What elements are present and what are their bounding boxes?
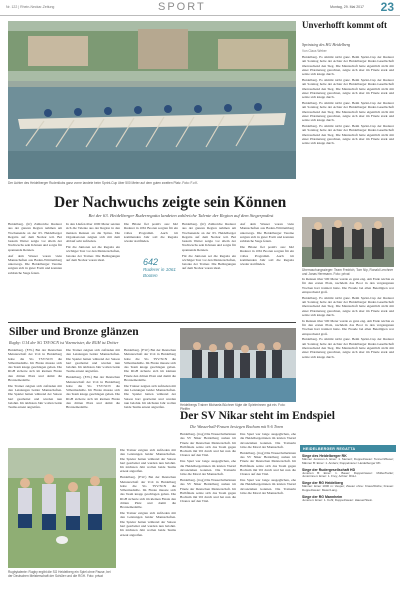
- rugby-headline: Silber und Bronze glänzen: [9, 326, 139, 338]
- results-title: HEIDELBERGER REGATTA: [300, 445, 396, 452]
- main-paragraph: In den Läufen über 1000 Meter setzten sich die Talente aus der Region in den meisten Rennen an die Spitze. Die Organisatoren zeigten sich mit dem Ablauf sehr zufrieden.: [66, 222, 120, 244]
- main-paragraph: Für die Junioren sei die Regatta ein wichtiger Test vor den Meisterschaften, betonte der Trainer. Die Bedingungen auf dem Neckar waren ideal.: [66, 244, 120, 262]
- rugby-column-4: [120, 448, 176, 594]
- waterpolo-paragraph: Das Spiel war lange ausgeglichen, ehe die Heidelbergerinnen im letzten Viertel davonziehen konnten. Die Trainerin lobte die Moral der Mannschaft.: [240, 477, 296, 495]
- side-paragraph: Heidelberg. Es stimmt nicht ganz. Beim Sprint-Cup der Ruderer am Sonntag holte der Achter der Heidelberger Ruder-Gesellschaft überraschend den Sieg. Die Mannschaft hatte eigentlich nicht mit einer Platzierung gerechnet, zeigte sich aber im Finale stark und setzte sich knapp durch.: [302, 337, 394, 359]
- rugby-paragraph: Die Trainer zeigten sich zufrieden mit den Leistungen beider Mannschaften. Die Spieler hatten während der Saison hart gearbeitet und wurden nun belohnt. Im nächsten Jahr wollen beide Teams erneut angreifen.: [8, 383, 62, 410]
- pull-quote-number: 642: [143, 257, 159, 267]
- results-list: Männer Junioren A: Einer: 1. Steinert; Doppelzweier: Tenner/Wieser; Männer B: Einer: 1. Anders; Doppelvierer: Heidelberger RK.: [302, 457, 394, 465]
- rugby-subline: Rugby: U14 der SG TSV/SCN ist Vizemeister, die RGH ist Dritter: [9, 340, 119, 345]
- main-paragraph: Auf dem Wasser waren viele Mannschaften aus Baden-Württemberg unterwegs. Die Heidelberger Vereine zeigten sich in guter Form und konnten zahlreiche Siege feiern.: [240, 222, 294, 244]
- results-list: Männer: Einer 1000 m: Vesper; Zweier ohne: Kraus/Rothe; Frauen: Doppelzweier: Meier/Lang.: [302, 484, 394, 492]
- waterpolo-headline: Der SV Nikar steht im Endspiel: [180, 410, 335, 422]
- main-column-1: [8, 222, 62, 318]
- main-paragraph: Die Bilanz fiel positiv aus: 642 Ruderer in 1061 Booten sorgten für ein volles Programm. Auch im kommenden Jahr soll die Regatta wieder stattfinden.: [240, 244, 294, 267]
- main-paragraph: Auf dem Wasser waren viele Mannschaften aus Baden-Württemberg unterwegs. Die Heidelberger Vereine zeigten sich in guter Form und konnten zahlreiche Siege feiern.: [8, 253, 62, 275]
- main-paragraph: Heidelberg. (hJ) Zahlreiche Ruderer aus der ganzen Region nahmen am Wochenende an der 63. Heidelberger Regatta auf dem Neckar teil. Bei bestem Wetter zeigte vor allem der Nachwuchs sein Können und sorgte für spannende Rennen.: [8, 222, 62, 252]
- waterpolo-paragraph: Heidelberg. (trog) Die Wasserballerinnen des SV Nikar Heidelberg stehen im Finale der Deutschen Meisterschaft. Im Halbfinale setzte sich das Team gegen Bochum mit 9:6 durch und hat nun die Chance auf den Titel.: [240, 450, 296, 477]
- main-column-5: [240, 222, 294, 318]
- rugby-paragraph: Die Trainer zeigten sich zufrieden mit den Leistungen beider Mannschaften. Die Spieler hatten während der Saison hart gearbeitet und wurden nun belohnt. Im nächsten Jahr wollen beide Teams erneut angreifen.: [66, 348, 120, 374]
- pull-quote-text: Ruderer in 1061 Booten: [143, 267, 176, 278]
- main-paragraph: Für die Junioren sei die Regatta ein wichtiger Test vor den Meisterschaften, betonte der Trainer. Die Bedingungen auf dem Neckar waren ideal.: [182, 253, 236, 271]
- main-paragraph: Die Bilanz fiel positiv aus: 642 Ruderer in 1061 Booten sorgten für ein volles Programm. Auch im kommenden Jahr soll die Regatta wieder stattfinden.: [124, 222, 178, 244]
- side-headline: Unverhofft kommt oft: [302, 20, 387, 30]
- side-paragraph: Heidelberg. Es stimmt nicht ganz. Beim Sprint-Cup der Ruderer am Sonntag holte der Achter der Heidelberger Ruder-Gesellschaft überraschend den Sieg. Die Mannschaft hatte eigentlich nicht mit einer Platzierung gerechnet, zeigte sich aber im Finale stark und setzte sich knapp durch.: [302, 55, 394, 77]
- waterpolo-photo: [180, 328, 296, 402]
- rugby-paragraph: Die Trainer zeigten sich zufrieden mit den Leistungen beider Mannschaften. Die Spieler hatten während der Saison hart gearbeitet und wurden nun belohnt. Im nächsten Jahr wollen beide Teams erneut angreifen.: [120, 448, 176, 474]
- pull-quote: [143, 258, 177, 278]
- side-paragraph: In Rennen über 500 Meter wurde es ganz eng. Am Ende reichte es für den ersten Platz, nachdem das Boot in den vergangenen Wochen hart trainiert hatte. Die Freude bei allen Beteiligten war entsprechend groß.: [302, 318, 394, 336]
- side-paragraph: Heidelberg. Es stimmt nicht ganz. Beim Sprint-Cup der Ruderer am Sonntag holte der Achter der Heidelberger Ruder-Gesellschaft überraschend den Sieg. Die Mannschaft hatte eigentlich nicht mit einer Platzierung gerechnet, zeigte sich aber im Finale stark und setzte sich knapp durch.: [302, 100, 394, 123]
- page-number: 23: [380, 0, 394, 14]
- side-paragraph: Heidelberg. Es stimmt nicht ganz. Beim Sprint-Cup der Ruderer am Sonntag holte der Achter der Heidelberger Ruder-Gesellschaft überraschend den Sieg. Die Mannschaft hatte eigentlich nicht mit einer Platzierung gerechnet, zeigte sich aber im Finale stark und setzte sich knapp durch.: [302, 77, 394, 100]
- main-subline: Bei der 63. Heidelberger Ruderregatta landeten zahlreiche Talente der Region auf dem Siegerpodest: [88, 213, 274, 218]
- regatta-results-box: [300, 445, 396, 595]
- side-author: Von Claus Weber: [302, 49, 327, 53]
- results-category: Siege des Heidelberger RK: [302, 454, 347, 458]
- rugby-paragraph: Heidelberg. (F.W.) Bei der Deutschen Meisterschaft der U14 in Heidelberg holte die SG TSV/SCN die Silbermedaille. Im Finale musste sich das Team knapp geschlagen geben. Die RGH sicherte sich im kleinen Finale den dritten Platz und damit die Bronzemedaille.: [124, 348, 176, 383]
- results-category: Siege der RG Heidelberg: [302, 481, 344, 486]
- rugby-paragraph: Heidelberg. (F.W.) Bei der Deutschen Meisterschaft der U14 in Heidelberg holte die SG TSV/SCN die Silbermedaille. Im Finale musste sich das Team knapp geschlagen geben. Die RGH sicherte sich im kleinen Finale den dritten Platz und damit die Bronzemedaille.: [66, 375, 120, 410]
- rugby-column-3: [124, 348, 176, 444]
- side-paragraph: In Rennen über 500 Meter wurde es ganz eng. Am Ende reichte es für den ersten Platz, nachdem das Boot in den vergangenen Wochen hart trainiert hatte. Die Freude bei allen Beteiligten war entsprechend groß.: [302, 277, 394, 294]
- waterpolo-subline: Die Wasserball-Frauen besiegen Bochum mit 9:6 Toren: [190, 424, 284, 429]
- results-list: Junioren: Einer: 1. Kohl; Doppelzweier: Hauser/Stein.: [302, 497, 373, 502]
- waterpolo-paragraph: Heidelberg. (trog) Die Wasserballerinnen des SV Nikar Heidelberg stehen im Finale der Deutschen Meisterschaft. Im Halbfinale setzte sich das Team gegen Bochum mit 9:6 durch und hat nun die Chance auf den Titel.: [180, 477, 236, 504]
- newspaper-issue: Nr. 122 | Rhein-Neckar-Zeitung: [6, 5, 55, 9]
- rugby-paragraph: Heidelberg. (F.W.) Bei der Deutschen Meisterschaft der U14 in Heidelberg holte die SG TSV/SCN die Silbermedaille. Im Finale musste sich das Team knapp geschlagen geben. Die RGH sicherte sich im kleinen Finale den dritten Platz und damit die Bronzemedaille.: [8, 348, 62, 383]
- rowing-photo: [8, 21, 296, 179]
- section-divider: [8, 322, 296, 323]
- side-photo-caption: Überraschungssieger: Team Fredrich, Tom Nip, Ronald Lerchner und Jonas Herrmann. Foto: privat: [302, 268, 394, 276]
- waterpolo-paragraph: Das Spiel war lange ausgeglichen, ehe die Heidelbergerinnen im letzten Viertel davonziehen konnten. Die Trainerin lobte die Moral der Mannschaft.: [180, 459, 236, 477]
- side-subline: Sprintsieg des HG Heidelberg: [302, 42, 351, 47]
- page-date: Montag, 29. Mai 2017: [330, 5, 364, 9]
- results-category: Siege der Rudergesellschaft HD: [302, 467, 356, 472]
- waterpolo-column-2: [240, 432, 296, 594]
- waterpolo-photo-caption: Heidelbergs Trainer Michaela Büchner fügte die Spielerinnen gut ein. Foto: Pfeiffer: [180, 403, 286, 411]
- results-list: Junioren B: Einer: 1. Bauer; Doppelzweier: Müller/Keller; Juniorinnen: Einer: 1. Frey; Achter: RGH.: [302, 470, 394, 479]
- side-paragraph: Heidelberg. Es stimmt nicht ganz. Beim Sprint-Cup der Ruderer am Sonntag holte der Achter der Heidelberger Ruder-Gesellschaft überraschend den Sieg. Die Mannschaft hatte eigentlich nicht mit einer Platzierung gerechnet, zeigte sich aber im Finale stark und setzte sich knapp durch.: [302, 123, 394, 146]
- main-paragraph: Heidelberg. (hJ) Zahlreiche Ruderer aus der ganzen Region nahmen am Wochenende an der 63. Heidelberger Regatta auf dem Neckar teil. Bei bestem Wetter zeigte vor allem der Nachwuchs sein Können und sorgte für spannende Rennen.: [182, 222, 236, 252]
- waterpolo-paragraph: Das Spiel war lange ausgeglichen, ehe die Heidelbergerinnen im letzten Viertel davonziehen konnten. Die Trainerin lobte die Moral der Mannschaft.: [240, 432, 296, 449]
- rugby-column-2: [66, 348, 120, 444]
- main-column-3: [124, 222, 178, 256]
- rugby-paragraph: Heidelberg. (F.W.) Bei der Deutschen Meisterschaft der U14 in Heidelberg holte die SG TSV/SCN die Silbermedaille. Im Finale musste sich das Team knapp geschlagen geben. Die RGH sicherte sich im kleinen Finale den dritten Platz und damit die Bronzemedaille.: [120, 475, 176, 510]
- results-category: Siege der RG Mannheim: [302, 494, 343, 499]
- rugby-paragraph: Die Trainer zeigten sich zufrieden mit den Leistungen beider Mannschaften. Die Spieler hatten während der Saison hart gearbeitet und wurden nun belohnt. Im nächsten Jahr wollen beide Teams erneut angreifen.: [124, 383, 176, 410]
- rowing-photo-caption: Der Achter des Heidelberger Ruderklubs ganz vorne landete beim Sprint-Cup über 500 Meter auf dem guten zweiten Platz. Foto: F.v.K.: [8, 181, 199, 185]
- page-header: [0, 0, 400, 16]
- side-text: [302, 55, 394, 215]
- side-photo: [302, 217, 394, 267]
- side-paragraph: Heidelberg. Es stimmt nicht ganz. Beim Sprint-Cup der Ruderer am Sonntag holte der Achter der Heidelberger Ruder-Gesellschaft überraschend den Sieg. Die Mannschaft hatte eigentlich nicht mit einer Platzierung gerechnet, zeigte sich aber im Finale stark und setzte sich knapp durch.: [302, 295, 394, 317]
- rugby-photo: [8, 448, 116, 568]
- rugby-paragraph: Die Trainer zeigten sich zufrieden mit den Leistungen beider Mannschaften. Die Spieler hatten während der Saison hart gearbeitet und wurden nun belohnt. Im nächsten Jahr wollen beide Teams erneut angreifen.: [120, 511, 176, 537]
- section-title: SPORT: [158, 1, 206, 13]
- waterpolo-column-1: [180, 432, 236, 594]
- main-column-4: [182, 222, 236, 318]
- main-headline: Der Nachwuchs zeigte sein Können: [54, 194, 287, 211]
- rugby-column-1: [8, 348, 62, 444]
- main-column-2: [66, 222, 120, 318]
- waterpolo-paragraph: Heidelberg. (trog) Die Wasserballerinnen des SV Nikar Heidelberg stehen im Finale der Deutschen Meisterschaft. Im Halbfinale setzte sich das Team gegen Bochum mit 9:6 durch und hat nun die Chance auf den Titel.: [180, 432, 236, 458]
- rugby-photo-caption: Rugbytalente: Rugby ergibt die SG Heidelberg ein Spiel ohne Pause, bei der Deutschen Meisterschaft der Schüler und die RGH. Foto: privat: [8, 570, 111, 578]
